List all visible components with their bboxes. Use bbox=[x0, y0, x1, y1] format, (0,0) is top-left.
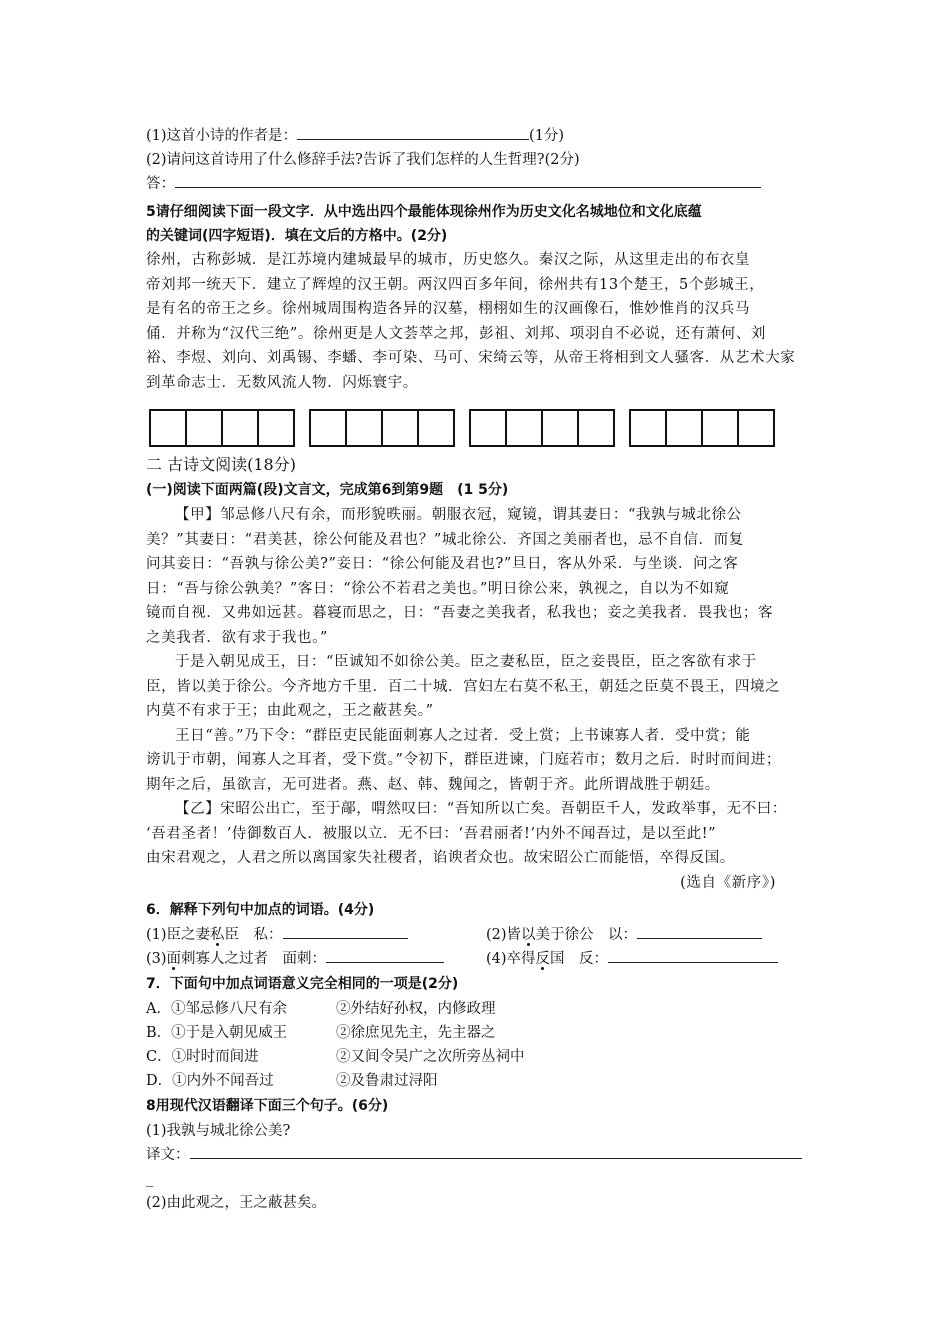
q7-option-d[interactable]: D．①内外不闻吾过 ②及鲁肃过浔阳 bbox=[146, 1073, 438, 1089]
passage-line: 之美我者．欲有求于我也。” bbox=[146, 629, 328, 646]
dotted-word: 面 bbox=[166, 951, 182, 967]
q5-title-2: 的关键词(四字短语)．填在文后的方格中。(2分) bbox=[146, 228, 448, 244]
answer-blank[interactable] bbox=[175, 172, 761, 188]
q6-blank-4[interactable] bbox=[608, 947, 778, 963]
q6-blank-3[interactable] bbox=[326, 947, 444, 963]
answer-box-group-3[interactable] bbox=[469, 409, 615, 447]
q6-item-2: (2)皆以美于徐公 以： bbox=[486, 923, 762, 947]
answer-box-row bbox=[149, 409, 806, 447]
q6-title: 6．解释下列句中加点的词语。(4分) bbox=[146, 902, 375, 918]
answer-box-group-1[interactable] bbox=[149, 409, 295, 447]
q6-blank-2[interactable] bbox=[637, 923, 762, 939]
q6-blank-1[interactable] bbox=[283, 923, 408, 939]
q6-item-4: (4)卒得反国 反： bbox=[486, 947, 778, 971]
passage-line: 内莫不有求于王；由此观之，王之蔽甚矣。” bbox=[146, 703, 434, 719]
passage-line: 期年之后，虽欲言，无可进者。燕、赵、韩、魏闻之，皆朝于齐。此所谓战胜于朝廷。 bbox=[146, 776, 720, 793]
passage-line: 王日“善。”乃下令：“群臣吏民能面刺寡人之过者．受上赏；上书谏寡人者．受中赏；能 bbox=[175, 727, 751, 744]
passage-line: ‘吾君圣者！’侍御数百人．被服以立．无不曰：‘吾君丽者!’内外不闻吾过，是以至此!” bbox=[146, 825, 717, 842]
q7-option-a[interactable]: A．①邹忌修八尺有余 ②外结好孙权，内修政理 bbox=[146, 1001, 496, 1017]
passage-line: 【乙】宋昭公出亡，至于鄗，喟然叹曰：“吾知所以亡矣。吾朝臣千人，发政举事，无不曰： bbox=[175, 801, 788, 817]
q7-option-b[interactable]: B．①于是入朝见威王 ②徐庶见先主，先主器之 bbox=[146, 1025, 496, 1041]
q6-row-1 bbox=[146, 923, 806, 947]
passage-line: 是有名的帝王之乡。徐州城周围构造各异的汉墓，栩栩如生的汉画像石，惟妙惟肖的汉兵马 bbox=[146, 301, 750, 317]
passage-line: 【甲】邹忌修八尺有余，而形貌昳丽。朝服衣冠，窥镜，谓其妻日：“我孰与城北徐公 bbox=[175, 507, 742, 523]
q8-title: 8用现代汉语翻译下面三个句子。(6分) bbox=[146, 1098, 389, 1114]
q4-score: (1分) bbox=[529, 128, 565, 144]
q7-option-c[interactable]: C．①时时而间进 ②又间令吴广之次所旁丛祠中 bbox=[146, 1049, 525, 1065]
q6-item-1: (1)臣之妻私臣 私： bbox=[146, 923, 486, 947]
q4-line2: (2)请问这首诗用了什么修辞手法?告诉了我们怎样的人生哲理?(2分) bbox=[146, 152, 580, 168]
passage-line: 谤讥于市朝，闻寡人之耳者，受下赏。”令初下，群臣进谏，门庭若市；数月之后．时时而间进； bbox=[146, 752, 781, 768]
passage-line: 裕、李煜、刘向、刘禹锡、李蟠、李可染、马可、宋绮云等，从帝王将相到文人骚客．从艺术大家 bbox=[146, 350, 796, 366]
answer-box-group-4[interactable] bbox=[629, 409, 775, 447]
section2-title: 二 古诗文阅读(18分) bbox=[146, 455, 296, 474]
dotted-word: 以 bbox=[521, 927, 536, 943]
q4-answer-line bbox=[146, 172, 806, 196]
dotted-word: 私 bbox=[210, 927, 225, 943]
passage-line: 帝刘邦一统天下．建立了辉煌的汉王朝。两汉四百多年间，徐州共有13个楚王，5个彭城王， bbox=[146, 276, 765, 293]
source-citation: (选自《新序》) bbox=[680, 874, 776, 891]
q4-author-question: (1)这首小诗的作者是： bbox=[146, 128, 298, 144]
author-blank[interactable] bbox=[297, 124, 529, 140]
q6-row-2 bbox=[146, 947, 806, 971]
q7-title: 7．下面句中加点词语意义完全相同的一项是(2分) bbox=[146, 976, 459, 992]
q8-translation-line bbox=[146, 1143, 806, 1167]
translation-label: 译文： bbox=[146, 1147, 190, 1163]
dotted-word: 反 bbox=[535, 951, 551, 967]
q8-sentence-1: (1)我孰与城北徐公美? bbox=[146, 1123, 291, 1139]
answer-label: 答： bbox=[146, 176, 175, 192]
q8-dash: _ bbox=[146, 1171, 154, 1187]
q8-sentence-2: (2)由此观之，王之蔽甚矣。 bbox=[146, 1195, 327, 1211]
translation-blank[interactable] bbox=[190, 1143, 802, 1159]
q4-line1 bbox=[146, 124, 806, 148]
answer-box-group-2[interactable] bbox=[309, 409, 455, 447]
passage-line: 徐州，古称彭城．是江苏境内建城最早的城市，历史悠久。秦汉之际，从这里走出的布衣皇 bbox=[146, 252, 750, 268]
passage-line: 美？”其妻日：“君美甚，徐公何能及君也？”城北徐公．齐国之美丽者也，忌不自信．而复 bbox=[146, 531, 744, 548]
section2-subtitle: (一)阅读下面两篇(段)文言文，完成第6到第9题 (1 5分) bbox=[146, 482, 509, 498]
q5-title-1: 5请仔细阅读下面一段文字．从中选出四个最能体现徐州作为历史文化名城地位和文化底蕴 bbox=[146, 204, 702, 220]
passage-line: 俑．并称为“汉代三绝”。徐州更是人文荟萃之邦，彭祖、刘邦、项羽自不必说，还有萧何、刘 bbox=[146, 325, 767, 342]
passage-jia bbox=[146, 503, 806, 895]
passage-line: 问其妾日：“吾孰与徐公美?”妾日：“徐公何能及君也?”旦日，客从外采．与坐谈．问之客 bbox=[146, 556, 739, 572]
passage-line: 由宋君观之，人君之所以离国家失社稷者，谄谀者众也。故宋昭公亡而能悟，卒得反国。 bbox=[146, 850, 735, 866]
q6-item-3: (3)面刺寡人之过者 面刺： bbox=[146, 947, 486, 971]
passage-line: 到革命志士．无数风流人物．闪烁寰宇。 bbox=[146, 374, 418, 391]
q5-passage bbox=[146, 248, 806, 395]
passage-line: 镜而自视．又弗如远甚。暮寝而思之，日：“吾妻之美我者，私我也；妾之美我者．畏我也；客 bbox=[146, 605, 774, 621]
passage-line: 臣，皆以美于徐公。今齐地方千里．百二十城．宫妇左右莫不私王，朝廷之臣莫不畏王，四境之 bbox=[146, 678, 781, 695]
passage-line: 于是入朝见成王，日：“臣诚知不如徐公美。臣之妻私臣，臣之妾畏臣，臣之客欲有求于 bbox=[175, 654, 757, 670]
exam-page bbox=[146, 124, 806, 1215]
passage-line: 日：“吾与徐公孰美？”客日：“徐公不若君之美也。”明日徐公来，孰视之，自以为不如窥 bbox=[146, 580, 730, 597]
